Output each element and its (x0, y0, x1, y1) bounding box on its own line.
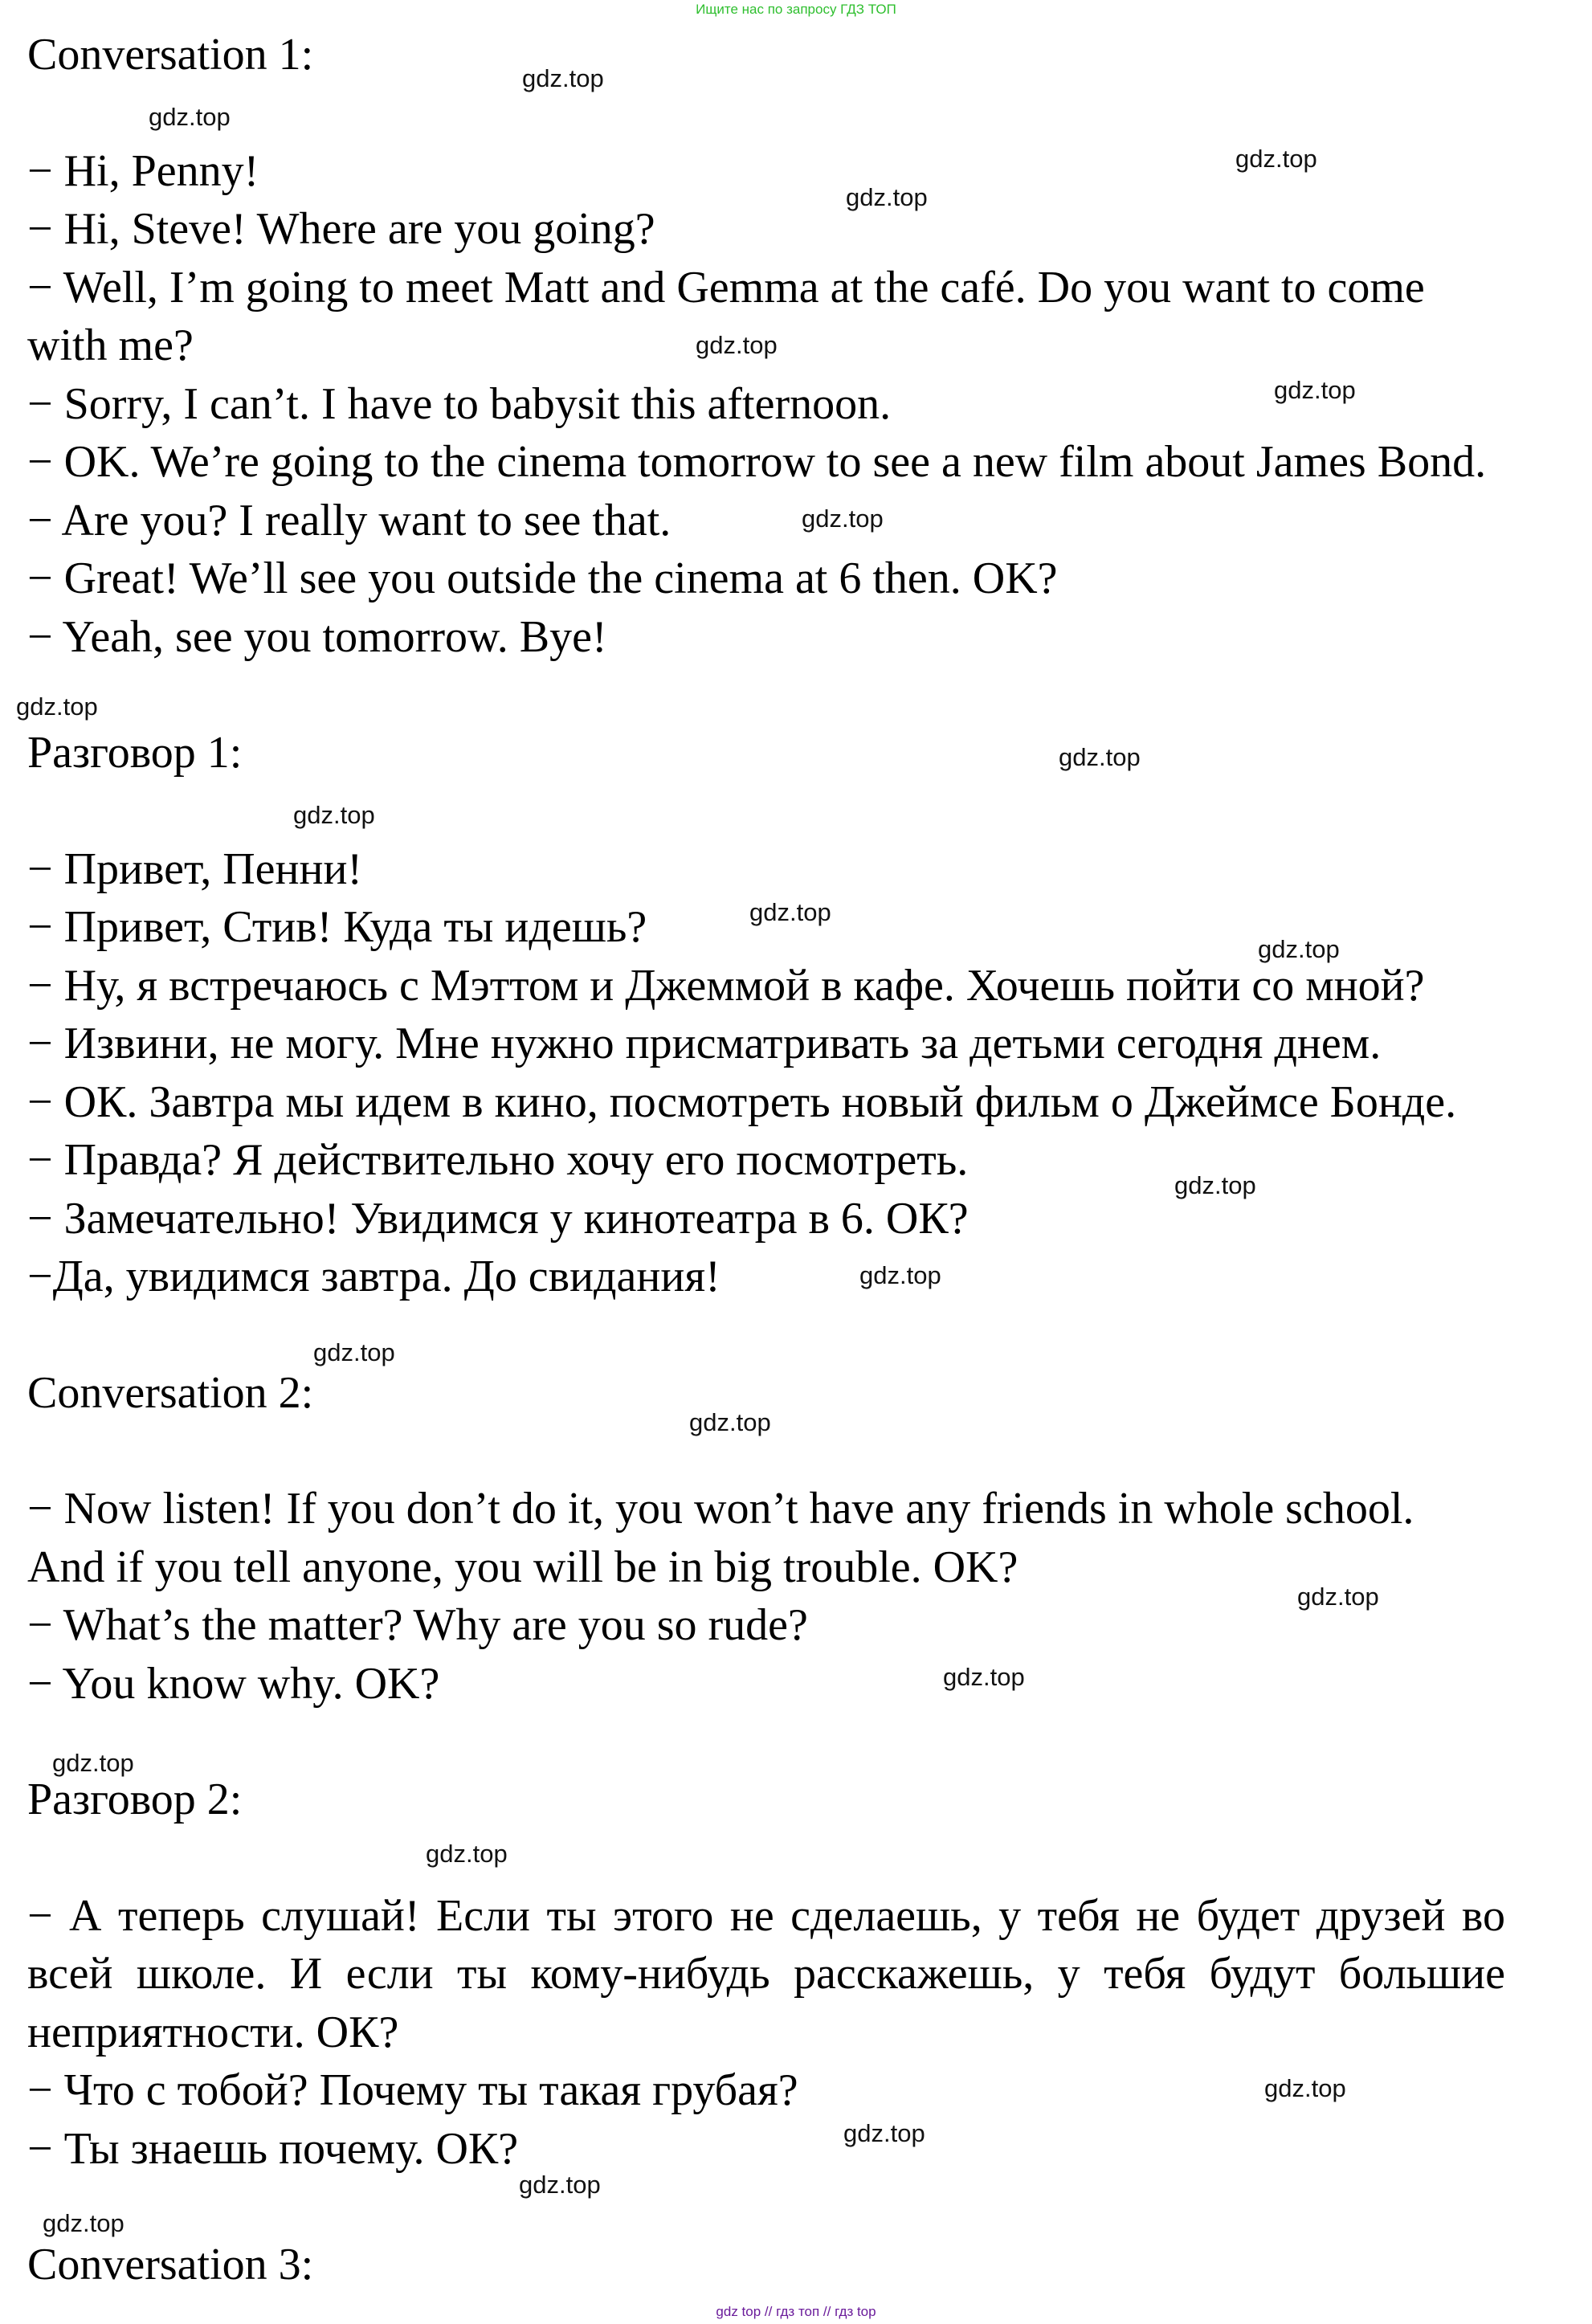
watermark: gdz.top (149, 103, 231, 131)
watermark: gdz.top (426, 1840, 508, 1868)
spacer (27, 2178, 1513, 2236)
watermark: gdz.top (313, 1338, 395, 1366)
watermark: gdz.top (1258, 935, 1340, 963)
conversation-2-line: And if you tell anyone, you will be in big trouble. OK? (27, 1542, 1018, 1592)
bottom-banner: gdz top // гдз топ // гдз top (716, 2304, 876, 2319)
watermark: gdz.top (52, 1749, 134, 1777)
watermark: gdz.top (1235, 145, 1317, 173)
razgovor-1-line: − ОК. Завтра мы идем в кино, посмотреть новый фильм о Джеймсе Бонде. (27, 1076, 1457, 1127)
watermark: gdz.top (1264, 2074, 1346, 2102)
conversation-3-title: Conversation 3: (27, 2240, 314, 2289)
document-body (27, 26, 1513, 2294)
razgovor-1-line: −Да, увидимся завтра. До свидания! (27, 1252, 720, 1301)
watermark: gdz.top (43, 2209, 125, 2237)
watermark: gdz.top (1059, 743, 1141, 771)
conversation-1-line: − Hi, Penny! (27, 145, 259, 196)
top-banner: Ищите нас по запросу ГДЗ ТОП (696, 2, 896, 17)
conversation-1-line: − Yeah, see you tomorrow. Bye! (27, 611, 607, 662)
conversation-1-line: − OK. We’re going to the cinema tomorrow to see a new film about James Bond. (27, 437, 1487, 487)
razgovor-2-line: − Что с тобой? Почему ты такая грубая? (27, 2065, 798, 2115)
watermark: gdz.top (696, 331, 778, 359)
spacer (27, 782, 1513, 840)
spacer (27, 1829, 1513, 1887)
watermark: gdz.top (749, 898, 831, 926)
razgovor-2-title: Разговор 2: (27, 1775, 243, 1824)
conversation-1-title: Conversation 1: (27, 30, 314, 80)
watermark: gdz.top (859, 1261, 941, 1289)
watermark: gdz.top (843, 2119, 925, 2147)
watermark: gdz.top (1297, 1583, 1379, 1611)
watermark: gdz.top (943, 1663, 1025, 1691)
conversation-1-line: − Are you? I really want to see that. (27, 495, 671, 545)
conversation-1-line: − Sorry, I can’t. I have to babysit this afternoon. (27, 378, 892, 429)
razgovor-2-line: − Ты знаешь почему. ОК? (27, 2123, 519, 2174)
watermark: gdz.top (522, 64, 604, 92)
conversation-2-line: − What’s the matter? Why are you so rude? (27, 1600, 808, 1650)
spacer (27, 84, 1513, 142)
razgovor-2-paragraph: − А теперь слушай! Если ты этого не сделаешь, у тебя не будет друзей во всей школе. И если ты кому-нибудь расскажешь, у тебя будут большие неприятности. ОК? (27, 1890, 1505, 2057)
watermark: gdz.top (293, 801, 375, 829)
conversation-1-line: − Hi, Steve! Where are you going? (27, 204, 655, 254)
watermark: gdz.top (802, 504, 884, 533)
conversation-1-line: with me? (27, 321, 194, 370)
watermark: gdz.top (1174, 1171, 1256, 1199)
razgovor-1-line: − Правда? Я действительно хочу его посмотреть. (27, 1135, 969, 1185)
conversation-1-line: − Great! We’ll see you outside the cinema at 6 then. OK? (27, 553, 1058, 603)
watermark: gdz.top (846, 183, 928, 211)
conversation-2-line: − Now listen! If you don’t do it, you won’t have any friends in whole school. (27, 1484, 1414, 1534)
razgovor-1-line: − Извини, не могу. Мне нужно присматривать за детьми сегодня днем. (27, 1019, 1382, 1068)
razgovor-1-line: − Привет, Стив! Куда ты идешь? (27, 902, 647, 952)
razgovor-1-line: − Замечательно! Увидимся у кинотеатра в 6. ОК? (27, 1193, 969, 1244)
watermark: gdz.top (689, 1408, 771, 1436)
conversation-2-line: − You know why. OK? (27, 1658, 440, 1709)
watermark: gdz.top (519, 2171, 601, 2199)
spacer (27, 666, 1513, 724)
razgovor-1-line: − Ну, я встречаюсь с Мэттом и Джеммой в кафе. Хочешь пойти со мной? (27, 960, 1425, 1011)
conversation-1-line: − Well, I’m going to meet Matt and Gemma at the café. Do you want to come (27, 262, 1425, 312)
watermark: gdz.top (16, 692, 98, 721)
conversation-2-title: Conversation 2: (27, 1367, 314, 1418)
razgovor-1-line: − Привет, Пенни! (27, 843, 363, 894)
spacer (27, 1713, 1513, 1771)
spacer (27, 1306, 1513, 1364)
razgovor-1-title: Разговор 1: (27, 728, 243, 778)
watermark: gdz.top (1274, 376, 1356, 404)
